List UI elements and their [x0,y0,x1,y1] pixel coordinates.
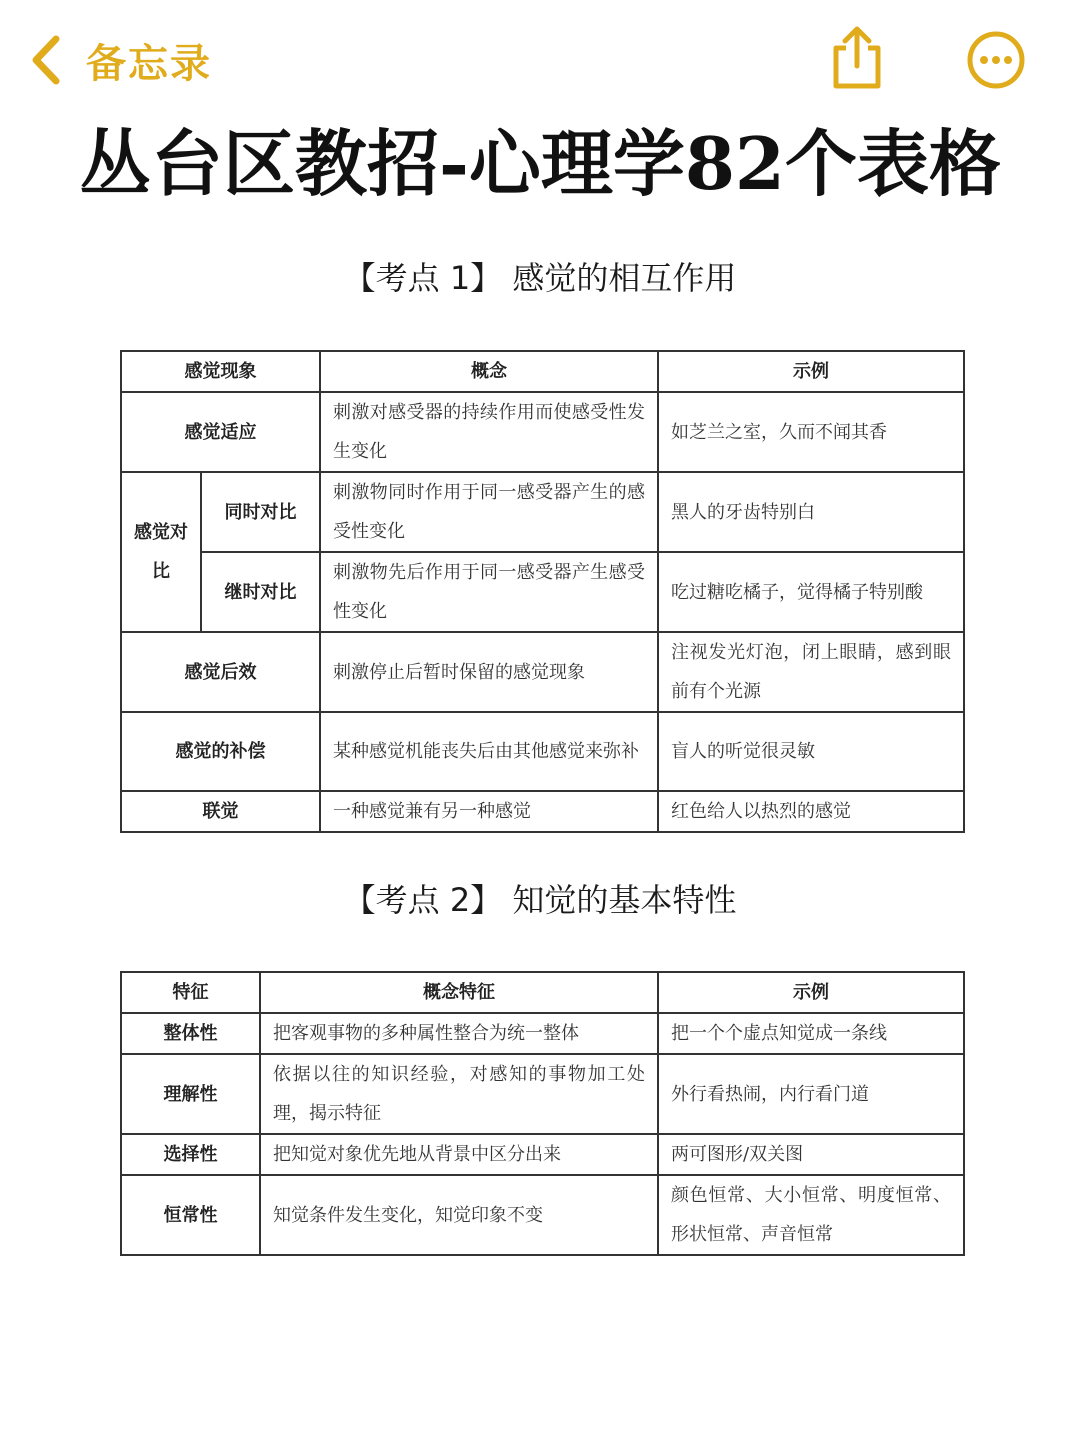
table-row [121,632,964,712]
more-icon[interactable] [966,30,1026,90]
row-label: 联觉 [121,791,320,832]
note-title: 丛台区教招-心理学82个表格 [78,121,1002,206]
table-row [121,1054,964,1134]
example-cell: 注视发光灯泡，闭上眼睛，感到眼前有个光源 [658,632,964,712]
concept-cell: 一种感觉兼有另一种感觉 [320,791,658,832]
concept-cell: 刺激对感受器的持续作用而使感受性发生变化 [320,392,658,472]
concept-cell: 依据以往的知识经验，对感知的事物加工处理，揭示特征 [260,1054,658,1134]
concept-cell: 知觉条件发生变化，知觉印象不变 [260,1175,658,1255]
example-cell: 把一个个虚点知觉成一条线 [658,1013,964,1054]
column-header: 概念特征 [260,972,658,1013]
row-label: 感觉后效 [121,632,320,712]
table-row [121,1175,964,1255]
row-label: 恒常性 [121,1175,260,1255]
section-2-heading: 【考点 2】 知觉的基本特性 [343,881,737,919]
example-cell: 颜色恒常、大小恒常、明度恒常、形状恒常、声音恒常 [658,1175,964,1255]
example-cell: 黑人的牙齿特别白 [658,472,964,552]
row-label: 同时对比 [201,472,320,552]
chevron-left-icon [28,33,64,87]
column-header: 示例 [658,972,964,1013]
row-label: 选择性 [121,1134,260,1175]
concept-cell: 把知觉对象优先地从背景中区分出来 [260,1134,658,1175]
share-icon[interactable] [826,24,888,92]
table-row [121,712,964,791]
sensation-interaction-table [120,350,965,833]
row-label: 感觉的补偿 [121,712,320,791]
row-label: 感觉适应 [121,392,320,472]
example-cell: 如芝兰之室，久而不闻其香 [658,392,964,472]
perception-properties-table [120,971,965,1256]
concept-cell: 把客观事物的多种属性整合为统一整体 [260,1013,658,1054]
table-row [121,392,964,472]
column-header: 感觉现象 [121,351,320,392]
example-cell: 两可图形/双关图 [658,1134,964,1175]
example-cell: 红色给人以热烈的感觉 [658,791,964,832]
concept-cell: 刺激停止后暂时保留的感觉现象 [320,632,658,712]
example-cell: 盲人的听觉很灵敏 [658,712,964,791]
example-cell: 外行看热闹，内行看门道 [658,1054,964,1134]
example-cell: 吃过糖吃橘子，觉得橘子特别酸 [658,552,964,632]
column-header: 特征 [121,972,260,1013]
group-label: 感觉对比 [121,472,201,632]
column-header: 概念 [320,351,658,392]
table-row [121,472,964,552]
table-row [121,1013,964,1054]
column-header: 示例 [658,351,964,392]
section-1-heading: 【考点 1】 感觉的相互作用 [343,259,737,297]
row-label: 继时对比 [201,552,320,632]
navigation-bar [0,0,1080,118]
table-row [121,791,964,832]
table-row [121,1134,964,1175]
concept-cell: 刺激物同时作用于同一感受器产生的感受性变化 [320,472,658,552]
table-header-row [121,972,964,1013]
back-button[interactable] [28,30,212,90]
concept-cell: 刺激物先后作用于同一感受器产生感受性变化 [320,552,658,632]
row-label: 整体性 [121,1013,260,1054]
table-header-row [121,351,964,392]
back-label: 备忘录 [86,40,212,87]
concept-cell: 某种感觉机能丧失后由其他感觉来弥补 [320,712,658,791]
row-label: 理解性 [121,1054,260,1134]
table-row [121,552,964,632]
